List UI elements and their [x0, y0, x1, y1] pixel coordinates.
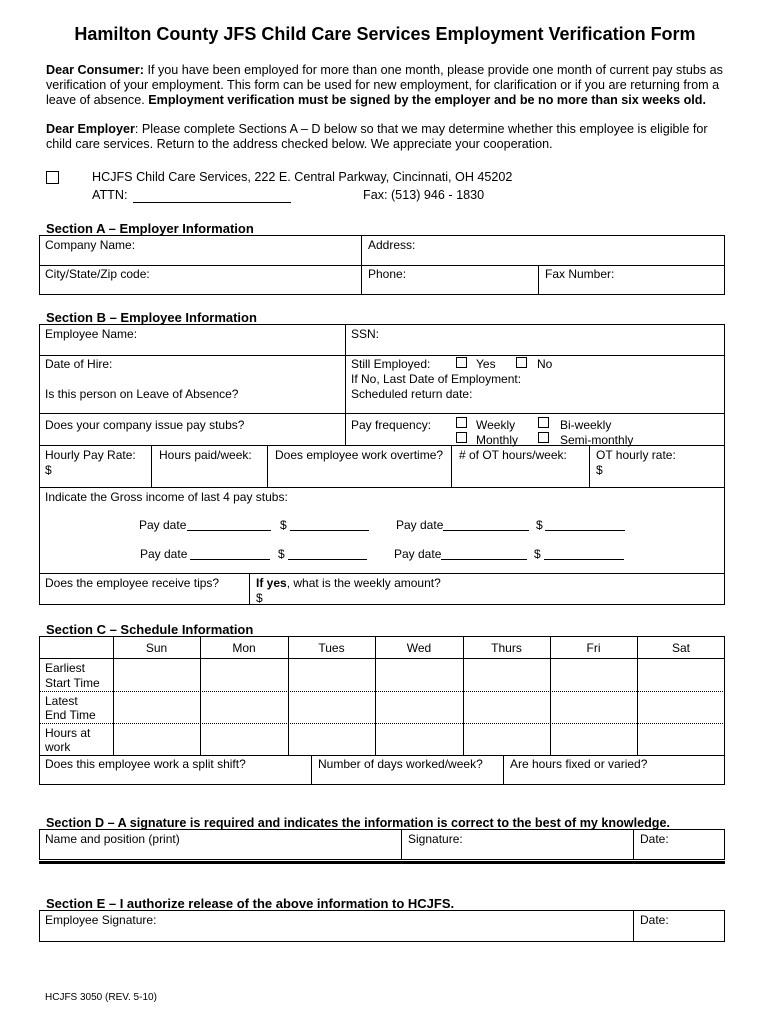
dollar-sign: $: [256, 591, 263, 605]
consumer-label: Dear Consumer:: [46, 63, 144, 77]
dollar-sign: $: [280, 518, 287, 532]
employer-date-field[interactable]: Date:: [640, 832, 669, 846]
fax-field[interactable]: Fax Number:: [545, 267, 615, 281]
weekly-amount-label: , what is the weekly amount?: [286, 576, 441, 590]
biweekly-label: Bi-weekly: [560, 418, 612, 432]
tips-amount-field[interactable]: [256, 576, 441, 590]
divider: [39, 355, 725, 356]
divider: [151, 445, 152, 487]
still-employed-no-checkbox[interactable]: [516, 357, 527, 368]
employer-label: Dear Employer: [46, 122, 135, 136]
form-number: HCJFS 3050 (REV. 5-10): [45, 992, 157, 1003]
pay-date-label: Pay date: [394, 547, 442, 561]
day-sun: Sun: [145, 641, 168, 655]
yes-label: Yes: [476, 357, 496, 371]
ssn-field[interactable]: SSN:: [351, 327, 380, 341]
if-yes-label: If yes: [256, 576, 287, 590]
divider: [39, 691, 725, 692]
date-of-hire-field[interactable]: Date of Hire:: [45, 357, 113, 371]
divider: [39, 861, 725, 864]
dollar-sign: $: [596, 463, 603, 477]
divider: [39, 755, 725, 756]
section-e-title: Section E – I authorize release of the above information to HCJFS.: [46, 896, 455, 911]
divider: [267, 445, 268, 487]
day-sat: Sat: [671, 641, 690, 655]
leave-of-absence-field[interactable]: Is this person on Leave of Absence?: [45, 387, 239, 401]
dollar-sign: $: [278, 547, 285, 561]
no-label: No: [537, 357, 553, 371]
employer-paragraph: [46, 122, 736, 152]
name-position-field[interactable]: Name and position (print): [45, 832, 180, 846]
dollar-sign: $: [45, 463, 52, 477]
city-state-zip-field[interactable]: City/State/Zip code:: [45, 267, 150, 281]
pay-amount-input-1[interactable]: [290, 530, 369, 531]
tips-field[interactable]: Does the employee receive tips?: [45, 576, 220, 590]
address-line: HCJFS Child Care Services, 222 E. Central Parkway, Cincinnati, OH 45202: [92, 170, 513, 184]
gross-income-label: Indicate the Gross income of last 4 pay stubs:: [45, 490, 288, 504]
divider: [538, 265, 539, 295]
monthly-label: Monthly: [476, 433, 519, 447]
divider: [39, 723, 725, 724]
still-employed-label: Still Employed:: [351, 357, 431, 371]
pay-date-label: Pay date: [396, 518, 444, 532]
day-fri: Fri: [586, 641, 601, 655]
hourly-rate-field[interactable]: Hourly Pay Rate:: [45, 448, 136, 462]
section-c-title: Section C – Schedule Information: [46, 622, 254, 637]
consumer-text: If you have been employed for more than one month, please provide one month of current pay stubs as verification of your employment. This form can be used for new employment, for clarification or if you are returning from a leave of absence.: [46, 63, 723, 107]
pay-stubs-field[interactable]: Does your company issue pay stubs?: [45, 418, 245, 432]
day-mon: Mon: [232, 641, 256, 655]
pay-date-input-3[interactable]: [190, 559, 270, 560]
divider: [39, 413, 725, 414]
employee-name-field[interactable]: Employee Name:: [45, 327, 138, 341]
divider: [311, 755, 312, 785]
pay-frequency-label: Pay frequency:: [351, 418, 432, 432]
employee-signature-field[interactable]: Employee Signature:: [45, 913, 157, 927]
section-b-title: Section B – Employee Information: [46, 310, 257, 325]
dollar-sign: $: [536, 518, 543, 532]
divider: [39, 487, 725, 488]
day-thurs: Thurs: [491, 641, 522, 655]
earliest-start-label: Earliest: [45, 661, 86, 675]
weekly-label: Weekly: [476, 418, 516, 432]
latest-end-label: Latest: [45, 694, 78, 708]
attn-label: ATTN:: [92, 188, 128, 202]
pay-date-input-2[interactable]: [443, 530, 529, 531]
pay-amount-input-3[interactable]: [288, 559, 367, 560]
ot-rate-field[interactable]: OT hourly rate:: [596, 448, 676, 462]
consumer-paragraph: [46, 63, 736, 108]
semimonthly-checkbox[interactable]: [538, 432, 549, 443]
hours-paid-field[interactable]: Hours paid/week:: [159, 448, 252, 462]
divider: [633, 829, 634, 860]
monthly-checkbox[interactable]: [456, 432, 467, 443]
pay-date-input-4[interactable]: [441, 559, 527, 560]
pay-amount-input-2[interactable]: [545, 530, 625, 531]
latest-end-label: End Time: [45, 708, 96, 722]
divider: [345, 324, 346, 445]
weekly-checkbox[interactable]: [456, 417, 467, 428]
day-wed: Wed: [406, 641, 432, 655]
divider: [633, 910, 634, 942]
address-checkbox[interactable]: [46, 171, 59, 184]
earliest-start-label: Start Time: [45, 676, 100, 690]
divider: [249, 573, 250, 605]
divider: [401, 829, 402, 860]
employer-signature-field[interactable]: Signature:: [408, 832, 463, 846]
divider: [39, 658, 725, 659]
fixed-varied-field[interactable]: Are hours fixed or varied?: [510, 757, 648, 771]
last-date-field[interactable]: If No, Last Date of Employment:: [351, 372, 522, 386]
overtime-field[interactable]: Does employee work overtime?: [275, 448, 444, 462]
employer-text: : Please complete Sections A – D below so that we may determine whether this employee is eligible for child care services. Return to the address checked below. We appreciate your cooperation.: [46, 122, 708, 151]
semimonthly-label: Semi-monthly: [560, 433, 634, 447]
section-d-title: Section D – A signature is required and indicates the information is correct to the best of my knowledge.: [46, 816, 670, 830]
phone-field[interactable]: Phone:: [368, 267, 407, 281]
pay-amount-input-4[interactable]: [544, 559, 624, 560]
pay-date-label: Pay date: [140, 547, 188, 561]
divider: [39, 573, 725, 574]
divider: [451, 445, 452, 487]
hours-at-work-label: work: [45, 740, 71, 754]
still-employed-yes-checkbox[interactable]: [456, 357, 467, 368]
biweekly-checkbox[interactable]: [538, 417, 549, 428]
company-name-field[interactable]: Company Name:: [45, 238, 136, 252]
day-tues: Tues: [318, 641, 345, 655]
employer-address-field[interactable]: Address:: [368, 238, 416, 252]
days-worked-field[interactable]: Number of days worked/week?: [318, 757, 483, 771]
dollar-sign: $: [534, 547, 541, 561]
divider: [361, 235, 362, 295]
divider: [39, 265, 725, 266]
ot-hours-field[interactable]: # of OT hours/week:: [459, 448, 567, 462]
divider: [589, 445, 590, 487]
consumer-bold-text: Employment verification must be signed by the employer and be no more than six weeks old.: [148, 93, 706, 107]
divider: [503, 755, 504, 785]
split-shift-field[interactable]: Does this employee work a split shift?: [45, 757, 246, 771]
page-title: Hamilton County JFS Child Care Services Employment Verification Form: [74, 24, 696, 44]
pay-date-label: Pay date: [139, 518, 187, 532]
employee-date-field[interactable]: Date:: [640, 913, 669, 927]
return-date-field[interactable]: Scheduled return date:: [351, 387, 473, 401]
section-a-title: Section A – Employer Information: [46, 221, 254, 236]
fax-number: Fax: (513) 946 - 1830: [363, 188, 485, 202]
attn-line[interactable]: [133, 202, 291, 203]
pay-date-input-1[interactable]: [187, 530, 271, 531]
hours-at-work-label: Hours at: [45, 726, 91, 740]
